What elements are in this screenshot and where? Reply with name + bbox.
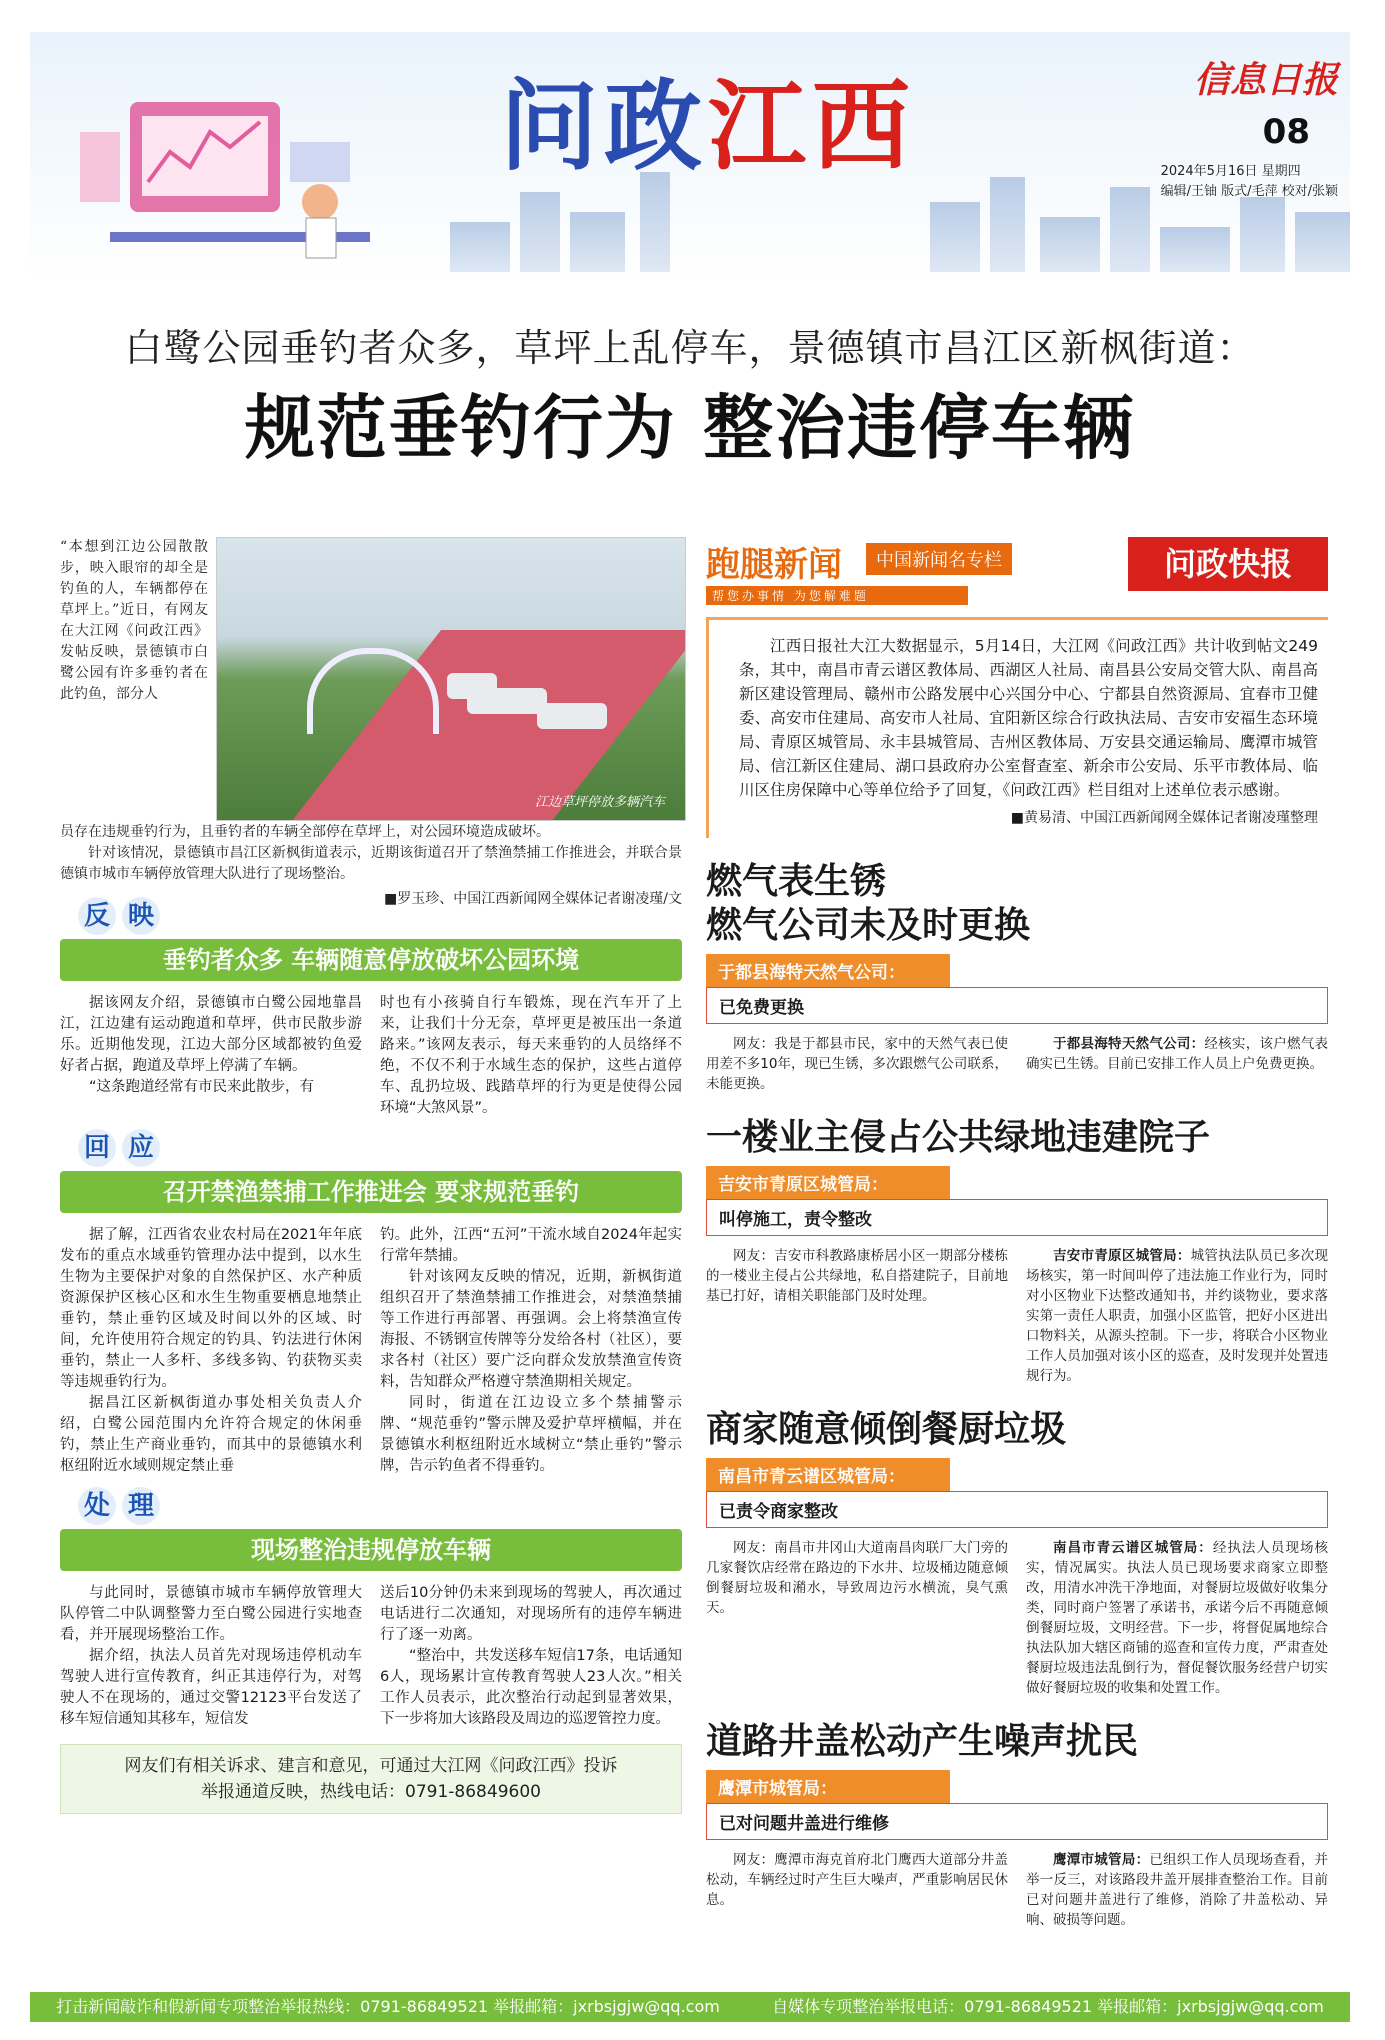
famous-column-tag: 中国新闻名专栏 [866,543,1012,575]
netizen-text [706,1538,1008,1698]
section-tag-char: 处 [78,1487,116,1525]
section-body [60,1225,682,1477]
section-column-right [380,1583,682,1730]
story-photo [216,537,686,821]
complaint-body [706,1850,1328,1930]
page-number: 08 [1262,112,1310,152]
paragraph: 据昌江区新枫街道办事处相关负责人介绍，白鹭公园范围内允许符合规定的休闲垂钓，禁止生产商业垂钓，而其中的景德镇水利枢纽附近水域则规定禁止垂 [60,1395,362,1474]
section-tag-char: 回 [78,1129,116,1167]
complaint-item [706,1116,1328,1386]
complaint-org: 吉安市青原区城管局： [706,1166,950,1199]
paotui-slogan: 帮您办事情 为您解难题 [706,586,968,605]
issue-editors: 编辑/王铀 版式/毛萍 校对/张颖 [1160,184,1338,199]
complaint-reply: 已责令商家整改 [706,1491,1328,1528]
complaint-org: 于都县海特天然气公司： [706,954,950,987]
paragraph: 网友：我是于都县市民，家中的天然气表已使用差不多10年，现已生锈，多次跟燃气公司联系，未能更换。 [706,1036,1008,1092]
masthead [30,32,1350,282]
lede-narrow-text: “本想到江边公园散散步，映入眼帘的却全是钓鱼的人，车辆都停在草坪上。”近日，有网友在大江网《问政江西》发帖反映，景德镇市白鹭公园有许多垂钓者在此钓鱼，部分人 [60,539,208,702]
complaint-reply: 已对问题井盖进行维修 [706,1803,1328,1840]
section-column-right [380,993,682,1119]
complaint-item [706,1408,1328,1698]
photo-caption: 江边草坪停放多辆汽车 [534,795,665,810]
complaint-title: 商家随意倾倒餐厨垃圾 [706,1409,1067,1450]
answer-text [1026,1538,1328,1698]
section-column-left [60,1225,362,1477]
section-column-left [60,1583,362,1730]
complaint-reply: 已免费更换 [706,987,1328,1024]
photo-car [447,673,497,699]
complaint-body [706,1538,1328,1698]
paragraph [1026,1538,1328,1698]
paragraph: 据了解，江西省农业农村局在2021年年底发布的重点水域垂钓管理办法中提到，以水生生物为主要保护对象的自然保护区、水产种质资源保护区核心区和水生生物重要栖息地禁止垂钓，禁止垂钓区域及时间以外的区域、时间，允许使用符合规定的钓具、钓法进行休闲垂钓，禁止一人多杆、多线多钩、钓获物买卖等违规垂钓行为。 [60,1227,362,1390]
section-body [60,1583,682,1730]
paragraph: 据介绍，执法人员首先对现场违停机动车驾驶人进行宣传教育，纠正其违停行为，对驾驶人不在现场的，通过交警12123平台发送了移车短信通知其移车，短信发 [60,1648,362,1727]
masthead-title-part1: 问政 [500,70,709,184]
answer-body: 经执法人员现场核实，情况属实。执法人员已现场要求商家立即整改，用清水冲洗干净地面，对餐厨垃圾做好收集分类，同时商户签署了承诺书，承诺今后不再随意倾倒餐厨垃圾，文明经营。下一步，将督促属地综合执法队加大辖区商铺的巡查和宣传力度，严肃查处餐厨垃圾违法乱倒行为，督促餐饮服务经营户切实做好餐厨垃圾的收集和处置工作。 [1026,1540,1329,1696]
section-column-right [380,1225,682,1477]
answer-text [1026,1034,1328,1094]
section-tag-char: 反 [78,897,116,935]
quick-news-column [706,537,1328,1930]
complaint-item [706,860,1328,1094]
paragraph [1026,1850,1328,1930]
paragraph: “这条跑道经常有市民来此散步，有 [89,1079,315,1095]
story-lede [60,537,682,907]
section-body [60,993,682,1119]
quick-report-box [706,617,1328,838]
answer-text [1026,1246,1328,1386]
section-tag-char: 映 [122,897,160,935]
lede-full-text [60,822,682,910]
section-tag-chuli [78,1487,682,1525]
main-story [60,537,682,1814]
netizen-text [706,1246,1008,1386]
paragraph: 网友：南昌市井冈山大道南昌肉联厂大门旁的几家餐饮店经常在路边的下水井、垃圾桶边随意倾倒餐厨垃圾和潲水，导致周边污水横流，臭气熏天。 [706,1540,1008,1616]
section-heading: 召开禁渔禁捕工作推进会 要求规范垂钓 [60,1171,682,1213]
story-byline: ■罗玉珍、中国江西新闻网全媒体记者谢凌瑾/文 [384,891,682,907]
complaint-title: 道路井盖松动产生噪声扰民 [706,1721,1139,1762]
paragraph: 时也有小孩骑自行车锻炼，现在汽车开了上来，让我们十分无奈，草坪更是被压出一条道路来。”该网友表示，每天来垂钓的人员络绎不绝，不仅不利于水域生态的保护，这些占道停车、乱扔垃圾、践踏草坪的行为更是使得公园环境“大煞风景”。 [380,995,682,1116]
answer-body: 已组织工作人员现场查看，并举一反三，对该路段井盖开展排查整治工作。目前已对问题井盖进行了维修，消除了井盖松动、异响、破损等问题。 [1026,1852,1329,1928]
issue-meta [1161,162,1338,202]
complaint-body [706,1246,1328,1386]
section-column-left [60,993,362,1119]
section-tag-char: 理 [122,1487,160,1525]
paragraph [1026,1246,1328,1386]
paotui-title: 跑腿新闻 [706,545,842,585]
hotline-line2: 举报通道反映，热线电话：0791-86849600 [201,1782,541,1802]
dashboard-illustration [70,92,410,272]
netizen-text [706,1034,1008,1094]
footer-bar [30,1992,1350,2022]
quick-report-title: 问政快报 [1128,537,1328,591]
section-heading: 垂钓者众多 车辆随意停放破坏公园环境 [60,939,682,981]
footer-right: 自媒体专项整治举报电话：0791-86849521 举报邮箱：jxrbsjgjw@qq.com [772,1997,1324,2016]
answer-label: 鹰潭市城管局： [1053,1852,1150,1868]
photo-car [537,703,607,729]
quick-report-text: 江西日报社大江大数据显示，5月14日，大江网《问政江西》共计收到帖文249条，其中，南昌市青云谱区教体局、西湖区人社局、南昌县公安局交管大队、南昌高新区建设管理局、赣州市公路发展中心兴国分中心、宁都县自然资源局、宜春市卫健委、高安市住建局、高安市人社局、宜阳新区综合行政执法局、吉安市安福生态环境局、青原区城管局、永丰县城管局、吉州区教体局、万安县交通运输局、鹰潭市城管局、信江新区住建局、湖口县政府办公室督查室、新余市公安局、乐平市教体局、临川区住房保障中心等单位给予了回复，《问政江西》栏目组对上述单位表示感谢。 [739,637,1318,799]
newspaper-page [30,32,1350,2022]
answer-body: 城管执法队员已多次现场核实，第一时间叫停了违法施工作业行为，同时对小区物业下达整改通知书，并约谈物业，要求落实第一责任人职责，加强小区监管，把好小区进出口物料关，从源头控制。下一步，将联合小区物业工作人员加强对该小区的巡查，及时发现并处置违规行为。 [1026,1248,1329,1384]
complaint-reply: 叫停施工，责令整改 [706,1199,1328,1236]
paragraph [1026,1034,1328,1074]
paragraph: 据该网友介绍，景德镇市白鹭公园地靠昌江，江边建有运动跑道和草坪，供市民散步游乐。近期他发现，江边大部分区域都被钓鱼爱好者占据，跑道及草坪上停满了车辆。 [60,995,362,1074]
masthead-title [500,72,916,182]
headline-title: 规范垂钓行为 整治违停车辆 [244,387,1136,469]
paragraph: 网友：吉安市科教路康桥居小区一期部分楼栋的一楼业主侵占公共绿地，私自搭建院子，目前地基已打好，请相关职能部门及时处理。 [706,1248,1008,1304]
answer-label: 南昌市青云谱区城管局： [1053,1540,1213,1556]
issue-date: 2024年5月16日 星期四 [1160,164,1301,179]
lede-text-1: 员存在违规垂钓行为，且垂钓者的车辆全部停在草坪上，对公园环境造成破坏。 [60,824,550,840]
answer-label: 吉安市青原区城管局： [1053,1248,1191,1264]
complaint-body [706,1034,1328,1094]
complaint-org: 南昌市青云谱区城管局： [706,1458,950,1491]
brand-logo: 信息日报 [1193,59,1338,101]
masthead-title-part2: 江西 [708,70,917,184]
paragraph: 同时，街道在江边设立多个禁捕警示牌、“规范垂钓”警示牌及爱护草坪横幅，并在景德镇水利枢纽附近水域树立“禁止垂钓”警示牌，告示钓鱼者不得垂钓。 [380,1395,682,1474]
quick-report-signer: ■黄易清、中国江西新闻网全媒体记者谢凌瑾整理 [1010,810,1318,826]
complaint-title: 燃气表生锈 燃气公司未及时更换 [706,861,1031,946]
paragraph: 送后10分钟仍未来到现场的驾驶人，再次通过电话进行二次通知，对现场所有的违停车辆进行了逐一劝离。 [380,1585,682,1643]
section-heading: 现场整治违规停放车辆 [60,1529,682,1571]
section-tag-huiying [78,1129,682,1167]
paragraph: 钓。此外，江西“五河”干流水域自2024年起实行常年禁捕。 [380,1227,682,1264]
paragraph: “整治中，共发送移车短信17条，电话通知6人，现场累计宣传教育驾驶人23人次。”相关工作人员表示，此次整治行动起到显著效果，下一步将加大该路段及周边的巡逻管控力度。 [380,1648,682,1727]
paragraph: 与此同时，景德镇市城市车辆停放管理大队停管二中队调整警力至白鹭公园进行实地查看，并开展现场整治工作。 [60,1585,362,1643]
netizen-text [706,1850,1008,1930]
lede-text-2: 针对该情况，景德镇市昌江区新枫街道表示，近期该街道召开了禁渔禁捕工作推进会，并联合景德镇市城市车辆停放管理大队进行了现场整治。 [60,845,682,882]
headline-kicker: 白鹭公园垂钓者众多，草坪上乱停车，景德镇市昌江区新枫街道： [124,326,1256,370]
section-tag-char: 应 [122,1129,160,1167]
complaint-title: 一楼业主侵占公共绿地违建院子 [706,1117,1211,1158]
complaint-item [706,1720,1328,1930]
answer-body: 经核实，该户燃气表确实已生锈。目前已安排工作人员上户免费更换。 [1026,1036,1329,1072]
hotline-line1: 网友们有相关诉求、建言和意见，可通过大江网《问政江西》投诉 [124,1756,618,1776]
paragraph: 针对该网友反映的情况，近期，新枫街道组织召开了禁渔禁捕工作推进会，对禁渔禁捕等工作进行再部署、再强调。会上将禁渔宣传海报、不锈钢宣传牌等分发给各村（社区），要求各村（社区）要广泛向群众发放禁渔宣传资料，告知群众严格遵守禁渔期相关规定。 [380,1269,682,1390]
complaint-org: 鹰潭市城管局： [706,1770,950,1803]
answer-label: 于都县海特天然气公司： [1053,1036,1205,1052]
answer-text [1026,1850,1328,1930]
footer-left: 打击新闻敲诈和假新闻专项整治举报热线：0791-86849521 举报邮箱：jxrbsjgjw@qq.com [56,1997,720,2016]
hotline-box [60,1744,682,1814]
column-brand-bar [706,537,1328,603]
paragraph: 网友：鹰潭市海克首府北门鹰西大道部分井盖松动，车辆经过时产生巨大噪声，严重影响居民休息。 [706,1852,1008,1908]
